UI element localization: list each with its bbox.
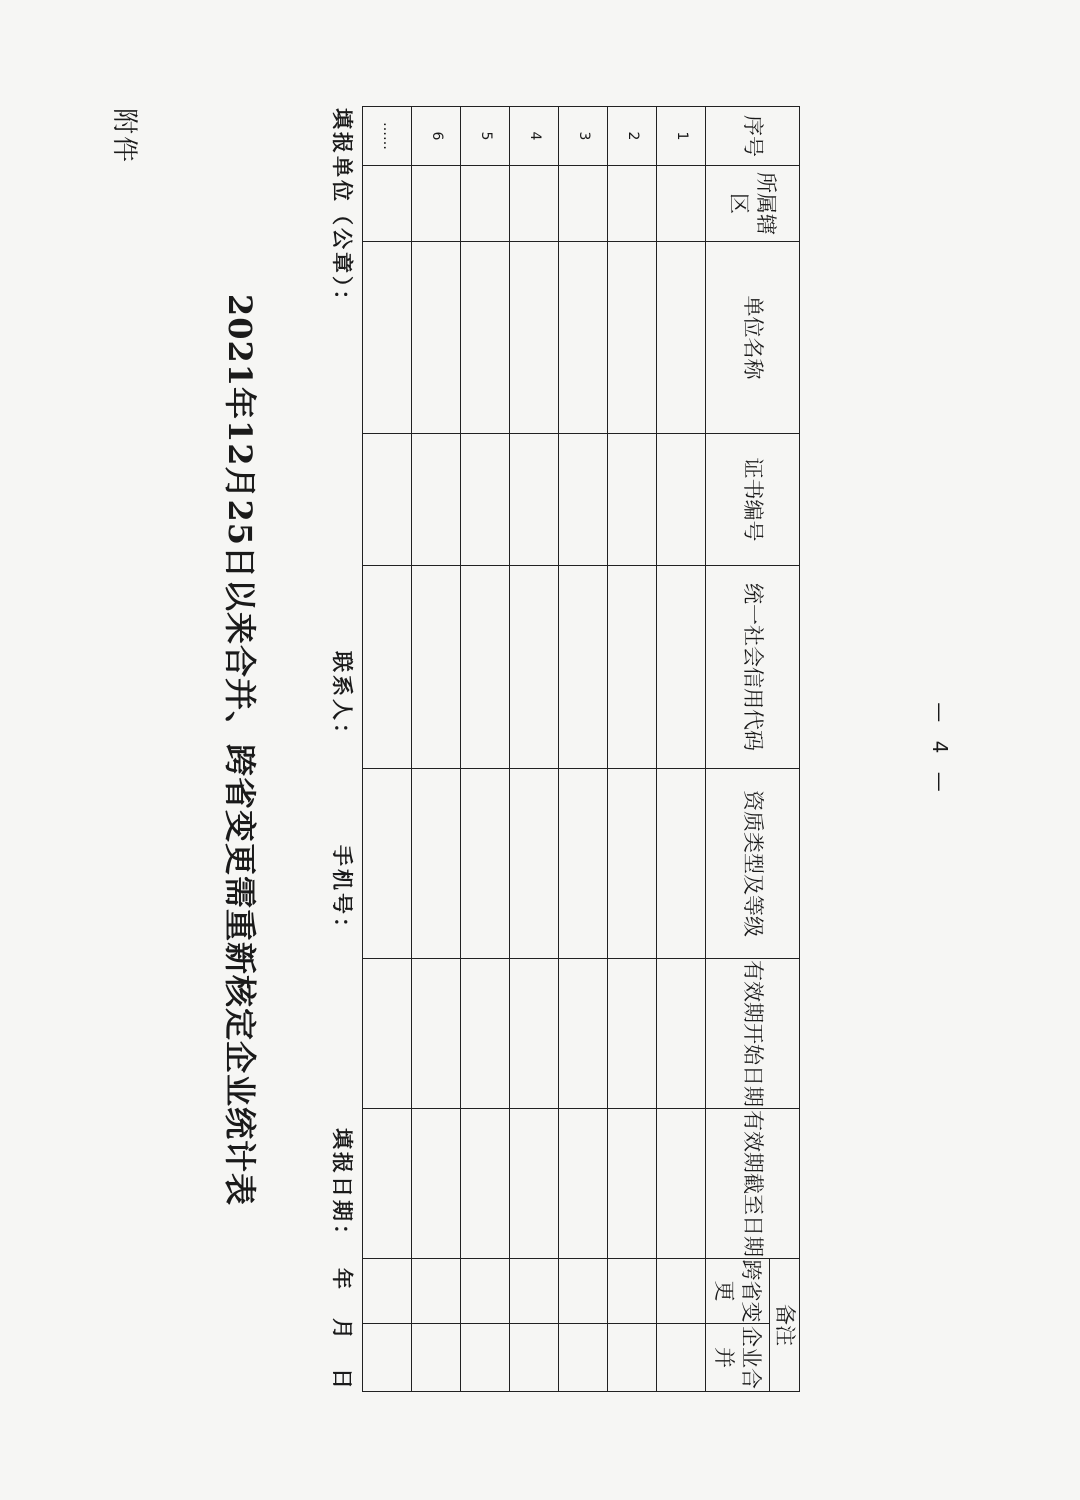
valid-end-cell[interactable] <box>657 1109 706 1259</box>
valid-start-cell[interactable] <box>559 959 608 1109</box>
credit-code-cell[interactable] <box>461 566 510 769</box>
row-seq: 6 <box>412 107 461 166</box>
merger-cell[interactable] <box>608 1324 657 1392</box>
reporting-unit-label: 填报单位（公章）： <box>330 108 355 314</box>
table-row <box>510 107 559 1392</box>
row-seq: 1 <box>657 107 706 166</box>
report-date-label: 填报日期： <box>330 1128 355 1248</box>
header-qualification: 资质类型及等级 <box>706 769 800 959</box>
cert-no-cell[interactable] <box>363 434 412 566</box>
merger-cell[interactable] <box>559 1324 608 1392</box>
valid-end-cell[interactable] <box>559 1109 608 1259</box>
qualification-cell[interactable] <box>510 769 559 959</box>
row-seq: 4 <box>510 107 559 166</box>
credit-code-cell[interactable] <box>412 566 461 769</box>
district-cell[interactable] <box>461 166 510 242</box>
contact-person-label: 联系人： <box>330 651 355 747</box>
district-cell[interactable] <box>559 166 608 242</box>
cross-province-cell[interactable] <box>657 1259 706 1324</box>
unit-name-cell[interactable] <box>657 242 706 434</box>
cross-province-cell[interactable] <box>461 1259 510 1324</box>
header-cert-no: 证书编号 <box>706 434 800 566</box>
cross-province-cell[interactable] <box>608 1259 657 1324</box>
merger-cell[interactable] <box>363 1324 412 1392</box>
row-seq: 5 <box>461 107 510 166</box>
statistics-table <box>362 106 800 1392</box>
unit-name-cell[interactable] <box>510 242 559 434</box>
header-cross-province: 跨省变更 <box>706 1259 770 1324</box>
page-number: — 4 — <box>928 702 952 798</box>
merger-cell[interactable] <box>412 1324 461 1392</box>
cert-no-cell[interactable] <box>412 434 461 566</box>
attachment-label: 附件 <box>109 108 139 165</box>
valid-start-cell[interactable] <box>461 959 510 1109</box>
header-valid-end: 有效期截至日期 <box>706 1109 800 1259</box>
table-row <box>461 107 510 1392</box>
unit-name-cell[interactable] <box>559 242 608 434</box>
table-row <box>608 107 657 1392</box>
credit-code-cell[interactable] <box>559 566 608 769</box>
header-merger: 企业合并 <box>706 1324 770 1392</box>
valid-start-cell[interactable] <box>657 959 706 1109</box>
valid-start-cell[interactable] <box>608 959 657 1109</box>
credit-code-cell[interactable] <box>608 566 657 769</box>
cert-no-cell[interactable] <box>657 434 706 566</box>
table-row <box>363 107 412 1392</box>
valid-start-cell[interactable] <box>510 959 559 1109</box>
header-valid-start: 有效期开始日期 <box>706 959 800 1109</box>
header-unit-name: 单位名称 <box>706 242 800 434</box>
cross-province-cell[interactable] <box>412 1259 461 1324</box>
cross-province-cell[interactable] <box>510 1259 559 1324</box>
table-row <box>657 107 706 1392</box>
district-cell[interactable] <box>608 166 657 242</box>
cert-no-cell[interactable] <box>608 434 657 566</box>
qualification-cell[interactable] <box>363 769 412 959</box>
table-row <box>412 107 461 1392</box>
row-seq: 2 <box>608 107 657 166</box>
header-district: 所属辖区 <box>706 166 800 242</box>
qualification-cell[interactable] <box>461 769 510 959</box>
merger-cell[interactable] <box>510 1324 559 1392</box>
unit-name-cell[interactable] <box>608 242 657 434</box>
row-seq: …… <box>363 107 412 166</box>
cert-no-cell[interactable] <box>559 434 608 566</box>
cross-province-cell[interactable] <box>559 1259 608 1324</box>
qualification-cell[interactable] <box>608 769 657 959</box>
merger-cell[interactable] <box>461 1324 510 1392</box>
district-cell[interactable] <box>363 166 412 242</box>
header-remarks: 备注 <box>770 1259 800 1392</box>
district-cell[interactable] <box>657 166 706 242</box>
valid-end-cell[interactable] <box>510 1109 559 1259</box>
date-year-label: 年 <box>330 1268 355 1292</box>
district-cell[interactable] <box>510 166 559 242</box>
unit-name-cell[interactable] <box>363 242 412 434</box>
document-title: 2021年12月25日以来合并、跨省变更需重新核定企业统计表 <box>221 293 259 1207</box>
phone-number-label: 手机号： <box>330 845 355 941</box>
valid-start-cell[interactable] <box>363 959 412 1109</box>
header-credit-code: 统一社会信用代码 <box>706 566 800 769</box>
credit-code-cell[interactable] <box>657 566 706 769</box>
cert-no-cell[interactable] <box>461 434 510 566</box>
district-cell[interactable] <box>412 166 461 242</box>
header-seq: 序号 <box>706 107 800 166</box>
merger-cell[interactable] <box>657 1324 706 1392</box>
row-seq: 3 <box>559 107 608 166</box>
qualification-cell[interactable] <box>412 769 461 959</box>
date-month-label: 月 <box>330 1318 355 1342</box>
cross-province-cell[interactable] <box>363 1259 412 1324</box>
date-day-label: 日 <box>330 1368 355 1392</box>
table-row <box>559 107 608 1392</box>
valid-end-cell[interactable] <box>461 1109 510 1259</box>
unit-name-cell[interactable] <box>461 242 510 434</box>
qualification-cell[interactable] <box>559 769 608 959</box>
valid-end-cell[interactable] <box>363 1109 412 1259</box>
valid-start-cell[interactable] <box>412 959 461 1109</box>
credit-code-cell[interactable] <box>363 566 412 769</box>
qualification-cell[interactable] <box>657 769 706 959</box>
unit-name-cell[interactable] <box>412 242 461 434</box>
valid-end-cell[interactable] <box>608 1109 657 1259</box>
valid-end-cell[interactable] <box>412 1109 461 1259</box>
cert-no-cell[interactable] <box>510 434 559 566</box>
credit-code-cell[interactable] <box>510 566 559 769</box>
